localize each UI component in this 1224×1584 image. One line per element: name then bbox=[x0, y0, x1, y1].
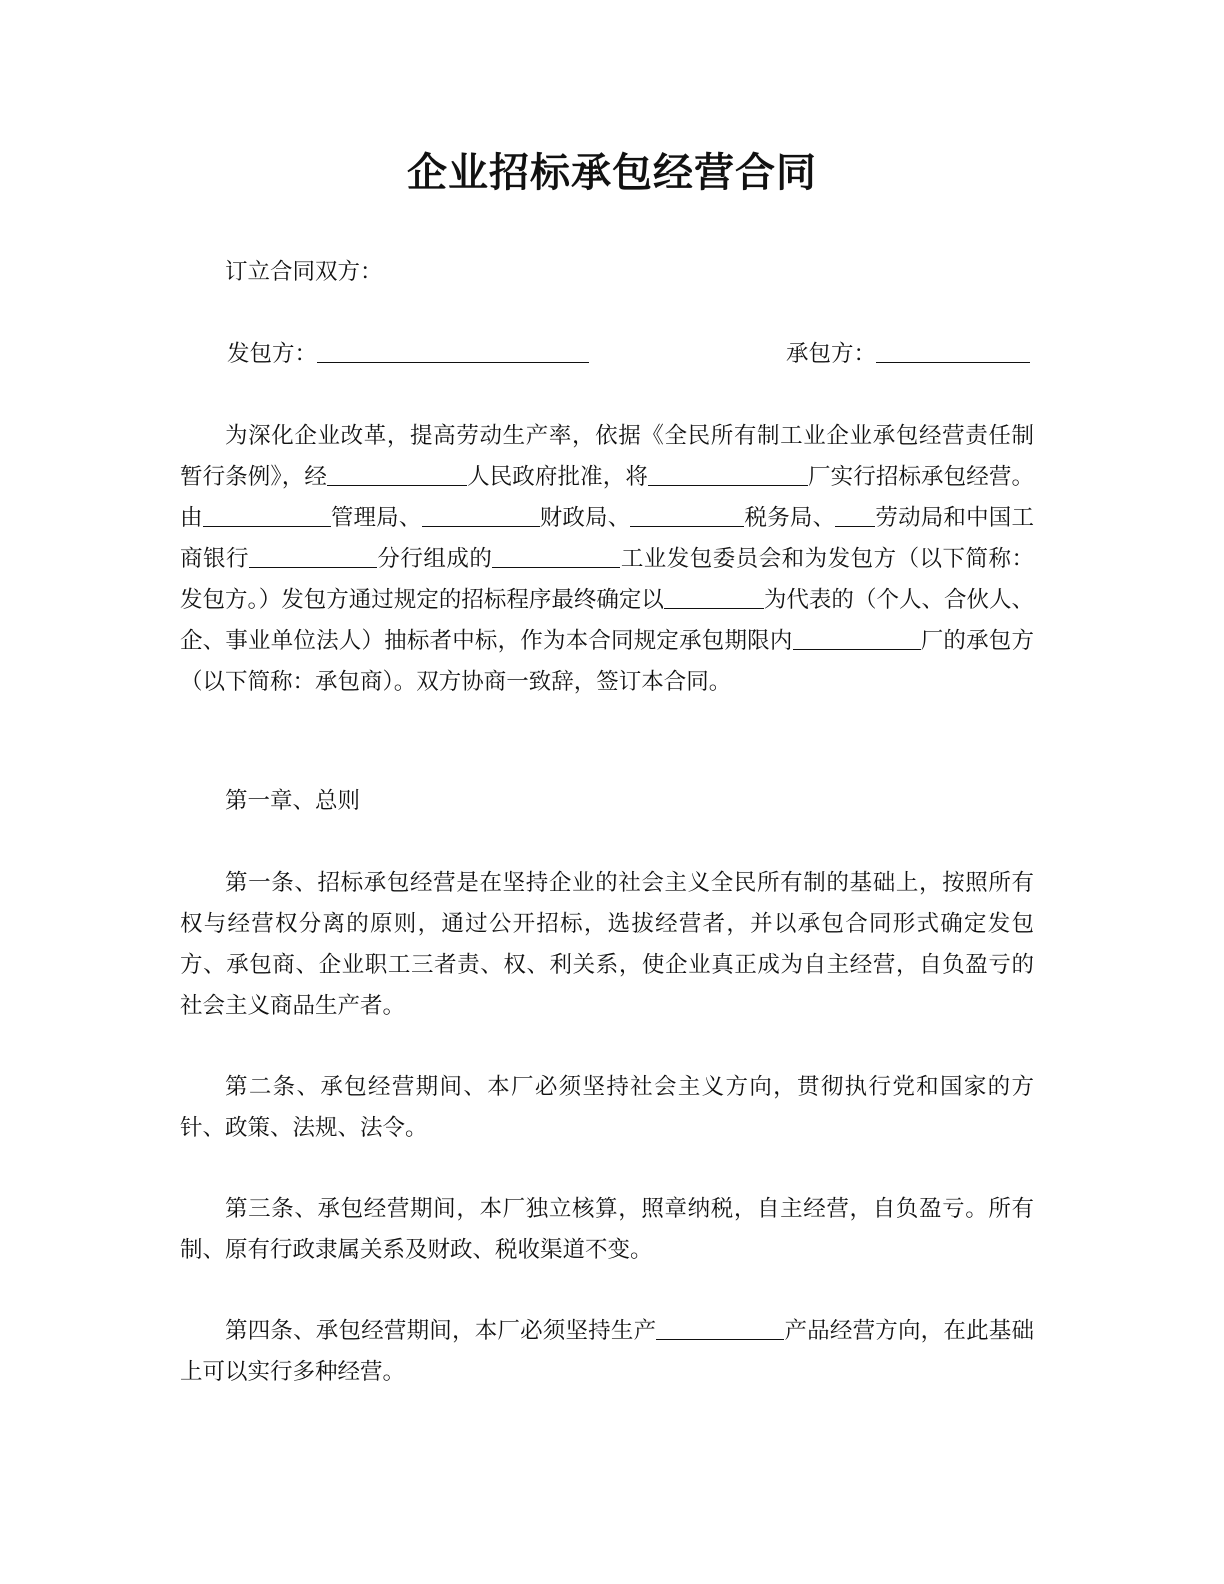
factory-blank[interactable] bbox=[648, 463, 808, 487]
preamble-text-6: 税务局、 bbox=[744, 505, 836, 531]
document-title: 企业招标承包经营合同 bbox=[407, 150, 817, 196]
party-b bbox=[786, 334, 1030, 375]
article-3: 第三条、承包经营期间，本厂独立核算，照章纳税，自主经营，自负盈亏。所有制、原有行政隶属关系及财政、税收渠道不变。 bbox=[180, 1196, 1034, 1263]
party-a-blank[interactable] bbox=[317, 340, 589, 364]
party-b-label: 承包方： bbox=[786, 341, 877, 367]
preamble-text-5: 财政局、 bbox=[539, 505, 631, 531]
preamble-text-11: 厂的承包方（以下简称：承包商）。双方协商一致辞，签订本合同。 bbox=[180, 628, 1034, 695]
article-4-text-2: 产品经营方向，在此基础上可以实行多种经营。 bbox=[180, 1318, 1034, 1385]
government-blank[interactable] bbox=[327, 463, 467, 487]
article-1: 第一条、招标承包经营是在坚持企业的社会主义全民所有制的基础上，按照所有权与经营权分离的原则，通过公开招标，选拔经营者，并以承包合同形式确定发包方、承包商、企业职工三者责、权、利关系，使企业真正成为自主经营，自负盈亏的社会主义商品生产者。 bbox=[180, 870, 1034, 1019]
parties-row bbox=[180, 334, 1034, 375]
preamble-text-3: 厂实行招标承包经营。由 bbox=[180, 464, 1034, 531]
preamble-text-7: 劳动局和中国工商银行 bbox=[180, 505, 1034, 572]
representative-blank[interactable] bbox=[664, 586, 764, 610]
article-4-text-1: 第四条、承包经营期间，本厂必须坚持生产 bbox=[225, 1318, 657, 1344]
finance-blank[interactable] bbox=[422, 504, 540, 528]
article-4 bbox=[180, 1311, 1034, 1393]
bank-branch-blank[interactable] bbox=[249, 545, 377, 569]
article-2: 第二条、承包经营期间、本厂必须坚持社会主义方向，贯彻执行党和国家的方针、政策、法规、法令。 bbox=[180, 1074, 1034, 1141]
contract-factory-blank[interactable] bbox=[793, 627, 921, 651]
committee-blank[interactable] bbox=[492, 545, 620, 569]
preamble-text-10: 为代表的（个人、合伙人、企、事业单位法人）抽标者中标，作为本合同规定承包期限内 bbox=[180, 587, 1034, 654]
chapter-1-heading: 第一章、总则 bbox=[225, 788, 361, 814]
preamble-text-4: 管理局、 bbox=[330, 505, 422, 531]
party-a bbox=[227, 334, 589, 375]
preamble-text-1: 为深化企业改革，提高劳动生产率，依据《全民所有制工业企业承包经营责任制暂行条例》，经 bbox=[180, 423, 1034, 490]
preamble-text-9: 工业发包委员会和为发包方（以下简称：发包方。）发包方通过规定的招标程序最终确定以 bbox=[180, 546, 1034, 613]
preamble-text-2: 人民政府批准，将 bbox=[466, 464, 648, 490]
preamble-paragraph bbox=[180, 416, 1034, 703]
tax-blank[interactable] bbox=[630, 504, 744, 528]
intro-line: 订立合同双方： bbox=[225, 259, 383, 285]
party-a-label: 发包方： bbox=[227, 341, 318, 367]
product-blank[interactable] bbox=[656, 1317, 784, 1341]
party-b-blank[interactable] bbox=[876, 340, 1030, 364]
preamble-text-8: 分行组成的 bbox=[376, 546, 493, 572]
bureau-blank[interactable] bbox=[203, 504, 331, 528]
labor-blank[interactable] bbox=[835, 504, 875, 528]
